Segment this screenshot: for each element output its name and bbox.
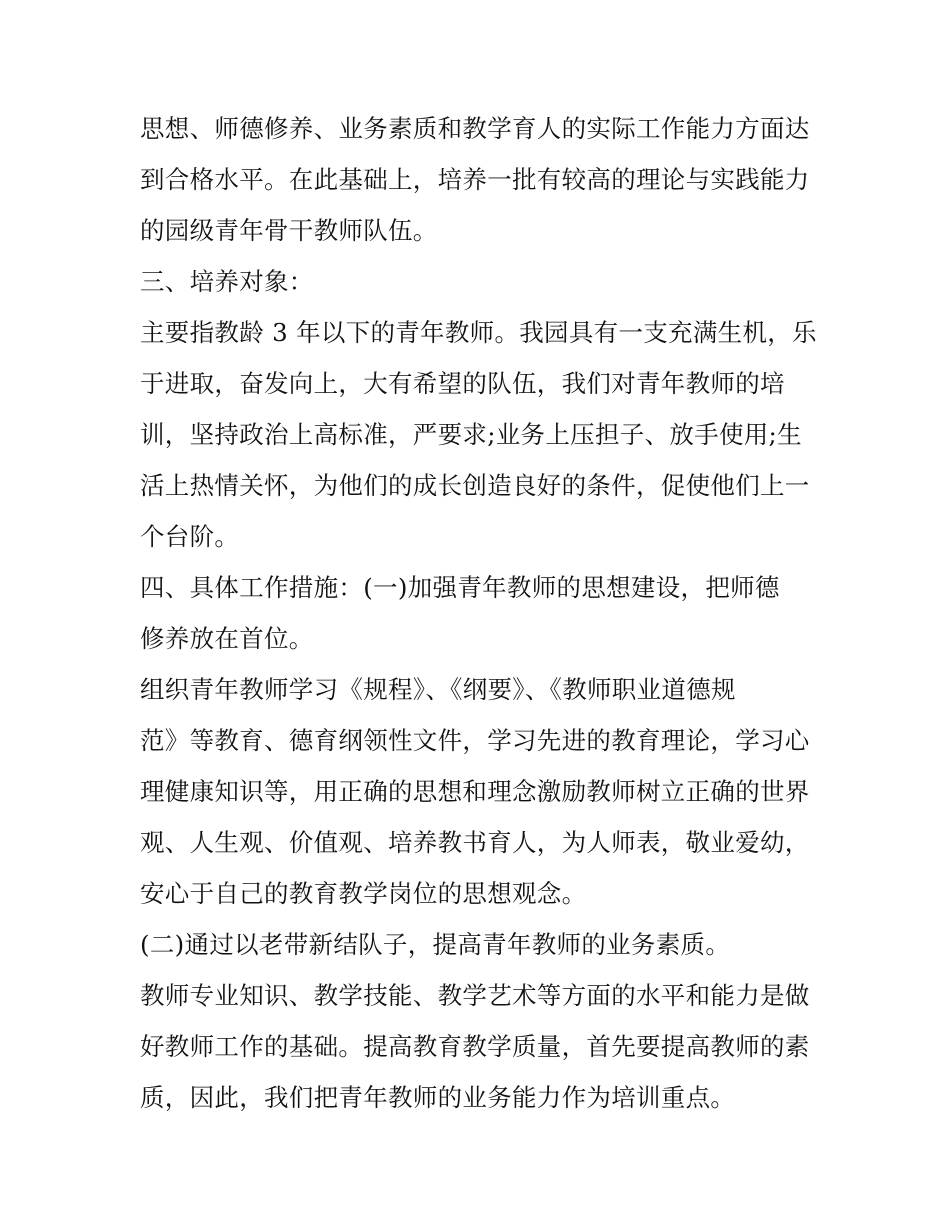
text-line: 主要指教龄 3 年以下的青年教师。我园具有一支充满生机，乐 [140, 318, 817, 347]
text-line: 范》等教育、德育纲领性文件，学习先进的教育理论，学习心 [140, 726, 810, 755]
text-line: 理健康知识等，用正确的思想和理念激励教师树立正确的世界 [140, 777, 810, 806]
subheading: (二)通过以老带新结队子，提高青年教师的业务素质。 [140, 930, 731, 959]
text-line: 修养放在首位。 [140, 624, 314, 653]
paragraph-training-targets [140, 307, 820, 562]
text-line: 于进取，奋发向上，大有希望的队伍，我们对青年教师的培 [140, 369, 785, 398]
text-line: 思想、师德修养、业务素质和教学育人的实际工作能力方面达 [140, 114, 810, 143]
text-line: 观、人生观、价值观、培养教书育人，为人师表，敬业爱幼， [140, 828, 810, 857]
text-line: 质，因此，我们把青年教师的业务能力作为培训重点。 [140, 1083, 736, 1112]
section-heading-work-measures [140, 562, 820, 664]
paragraph-goal-continuation [140, 103, 820, 256]
paragraph-ideology-building [140, 664, 820, 919]
document-body [140, 103, 820, 1123]
text-line: 训，坚持政治上高标准，严要求;业务上压担子、放手使用;生 [140, 420, 802, 449]
text-line: 组织青年教师学习《规程》、《纲要》、《教师职业道德规 [140, 675, 736, 704]
text-line: 到合格水平。在此基础上，培养一批有较高的理论与实践能力 [140, 165, 810, 194]
text-line: 活上热情关怀，为他们的成长创造良好的条件，促使他们上一 [140, 471, 810, 500]
section-heading-training-targets [140, 256, 820, 307]
text-line: 的园级青年骨干教师队伍。 [140, 216, 438, 245]
section-heading: 四、具体工作措施：(一)加强青年教师的思想建设，把师德 [140, 573, 780, 602]
text-line: 个台阶。 [140, 522, 240, 551]
text-line: 好教师工作的基础。提高教育教学质量，首先要提高教师的素 [140, 1032, 810, 1061]
text-line: 安心于自己的教育教学岗位的思想观念。 [140, 879, 587, 908]
section-heading: 三、培养对象： [140, 267, 314, 296]
text-line: 教师专业知识、教学技能、教学艺术等方面的水平和能力是做 [140, 981, 810, 1010]
subheading-mentoring [140, 919, 820, 970]
paragraph-professional-quality [140, 970, 820, 1123]
